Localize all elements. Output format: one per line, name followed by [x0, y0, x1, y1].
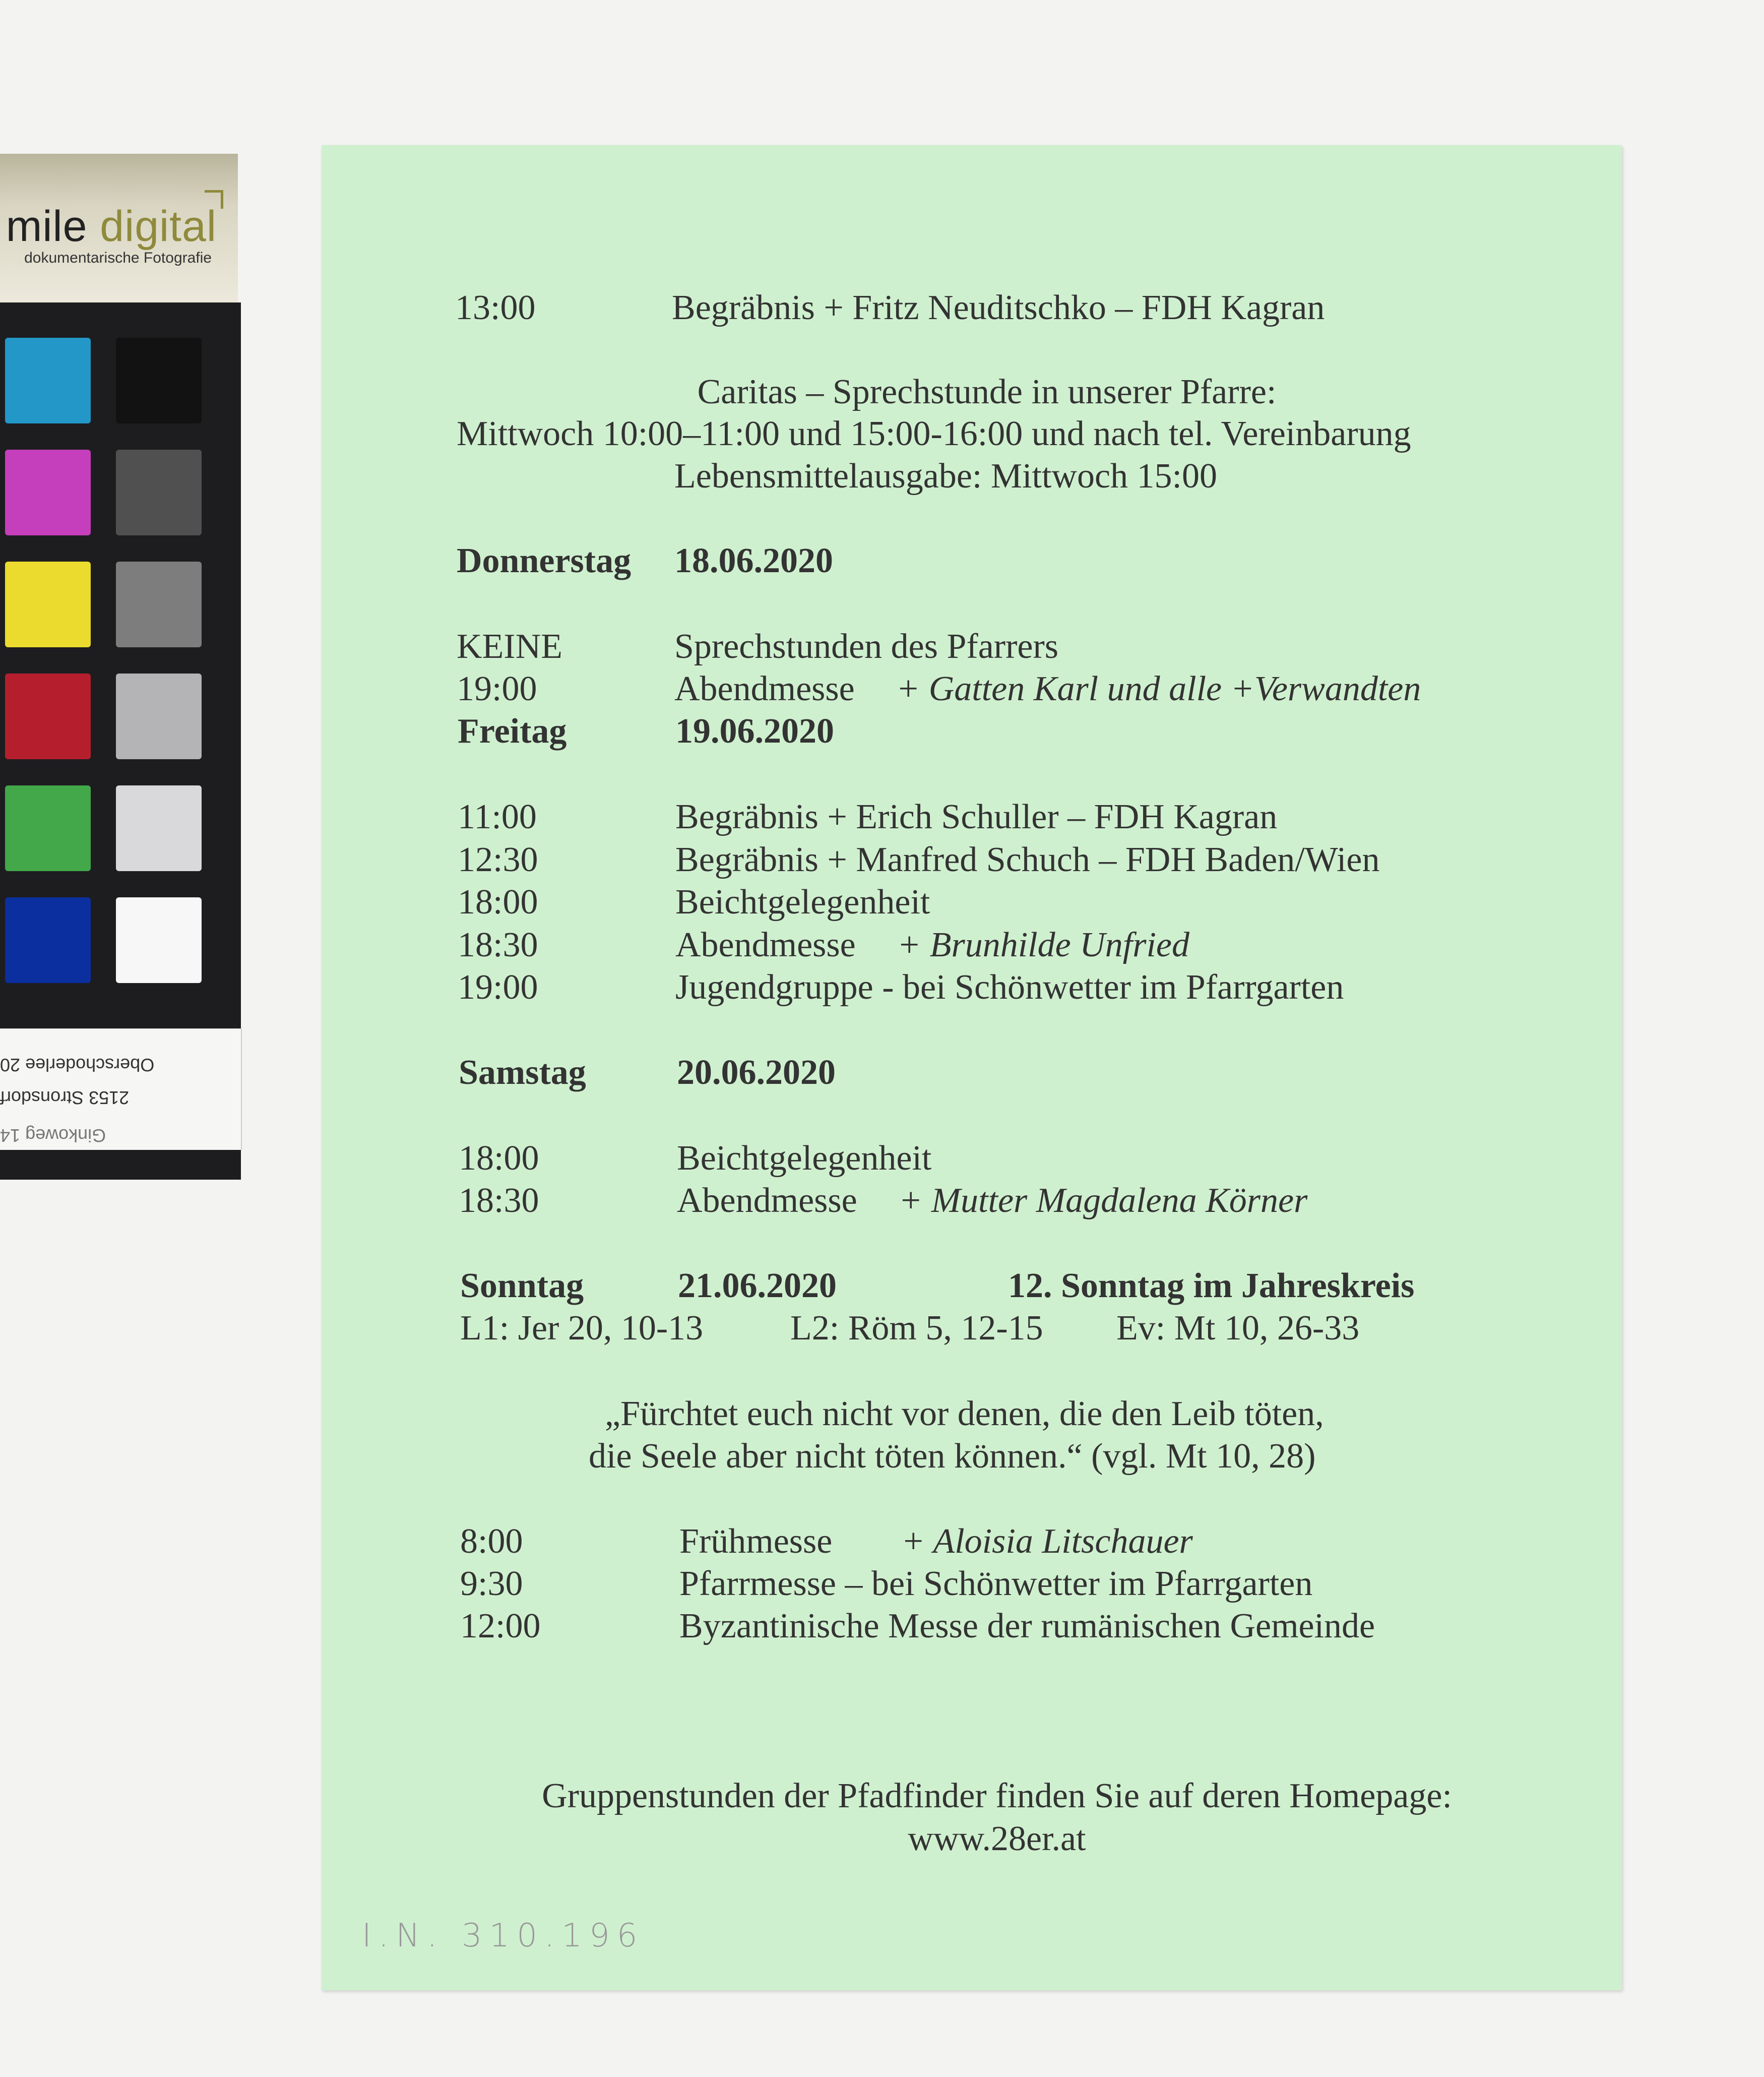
intention-note: + Mutter Magdalena Körner — [899, 1181, 1308, 1220]
checker-address-line: Oberschoderlee 20 — [0, 1055, 155, 1075]
event-time: 13:00 — [455, 288, 536, 327]
checker-address-strip — [0, 1028, 242, 1150]
event-time: 11:00 — [458, 798, 537, 836]
color-patch — [5, 897, 91, 983]
checker-brand: mile digital — [6, 202, 217, 251]
event-text: Abendmesse — [677, 1181, 857, 1220]
day-date: 18.06.2020 — [674, 541, 833, 580]
event-text: Byzantinische Messe der rumänischen Gemeinde — [679, 1607, 1375, 1645]
caritas-line: Mittwoch 10:00–11:00 und 15:00-16:00 und nach tel. Vereinbarung — [457, 414, 1411, 453]
color-patch — [5, 562, 91, 647]
event-time: 19:00 — [457, 669, 537, 708]
parish-leaflet — [322, 145, 1622, 1990]
event-text: Beichtgelegenheit — [677, 1139, 932, 1178]
checker-address-line: 2153 Stronsdorf — [0, 1087, 130, 1108]
reading: L1: Jer 20, 10-13 — [460, 1309, 704, 1348]
day-date: 19.06.2020 — [675, 712, 834, 751]
event-time: 12:30 — [458, 840, 538, 879]
color-patch — [5, 785, 91, 871]
event-time: 18:00 — [459, 1139, 539, 1178]
inventory-number: I.N. 310.196 — [362, 1917, 645, 1954]
event-time: 9:30 — [460, 1564, 523, 1603]
event-time: 18:00 — [458, 883, 538, 922]
quote-line: die Seele aber nicht töten können.“ (vgl. Mt 10, 28) — [589, 1437, 1316, 1476]
color-patch — [116, 674, 202, 759]
reading: Ev: Mt 10, 26-33 — [1116, 1309, 1360, 1348]
checker-header — [0, 154, 238, 303]
footer-url: www.28er.at — [908, 1819, 1086, 1858]
event-text: Begräbnis + Manfred Schuch – FDH Baden/Wien — [675, 840, 1380, 879]
event-time: KEINE — [457, 627, 562, 666]
event-text: Frühmesse — [679, 1522, 833, 1561]
color-patch — [116, 450, 202, 535]
brand-corner-mark — [205, 190, 223, 209]
event-time: 19:00 — [458, 968, 538, 1007]
color-patch — [5, 674, 91, 759]
event-time: 18:30 — [459, 1181, 539, 1220]
color-checker-card — [0, 151, 242, 1154]
checker-address-line: Ginkoweg 14 — [0, 1125, 106, 1146]
event-time: 18:30 — [458, 925, 538, 964]
intention-note: + Brunhilde Unfried — [897, 925, 1189, 964]
color-patch — [116, 338, 202, 423]
sunday-title: 12. Sonntag im Jahreskreis — [1008, 1266, 1415, 1305]
color-patch — [5, 338, 91, 423]
intention-note: + Gatten Karl und alle +Verwandten — [896, 669, 1421, 708]
event-text: Beichtgelegenheit — [675, 883, 930, 922]
event-text: Sprechstunden des Pfarrers — [674, 627, 1059, 666]
color-patch — [5, 450, 91, 535]
event-text: Pfarrmesse – bei Schönwetter im Pfarrgarten — [679, 1564, 1313, 1603]
color-patch — [116, 785, 202, 871]
intention-note: + Aloisia Litschauer — [901, 1522, 1193, 1561]
reading: L2: Röm 5, 12-15 — [790, 1309, 1043, 1348]
event-text: Abendmesse — [674, 669, 855, 708]
checker-tagline: dokumentarische Fotografie — [24, 250, 212, 266]
day-heading: Sonntag — [460, 1266, 584, 1305]
event-time: 8:00 — [460, 1522, 523, 1561]
color-patch — [116, 897, 202, 983]
quote-line: „Fürchtet euch nicht vor denen, die den Leib töten, — [605, 1394, 1324, 1433]
event-text: Abendmesse — [675, 925, 856, 964]
day-heading: Freitag — [458, 712, 567, 751]
event-text: Begräbnis + Fritz Neuditschko – FDH Kagran — [672, 288, 1325, 327]
day-heading: Donnerstag — [457, 541, 632, 580]
caritas-line: Lebensmittelausgabe: Mittwoch 15:00 — [674, 457, 1218, 496]
event-time: 12:00 — [460, 1607, 541, 1645]
caritas-line: Caritas – Sprechstunde in unserer Pfarre: — [697, 373, 1277, 411]
event-text: Jugendgruppe - bei Schönwetter im Pfarrgarten — [675, 968, 1344, 1007]
day-date: 20.06.2020 — [677, 1053, 836, 1092]
color-patch — [116, 562, 202, 647]
day-date: 21.06.2020 — [678, 1266, 837, 1305]
footer-line: Gruppenstunden der Pfadfinder finden Sie auf deren Homepage: — [542, 1777, 1452, 1815]
day-heading: Samstag — [459, 1053, 586, 1092]
event-text: Begräbnis + Erich Schuller – FDH Kagran — [675, 798, 1278, 836]
